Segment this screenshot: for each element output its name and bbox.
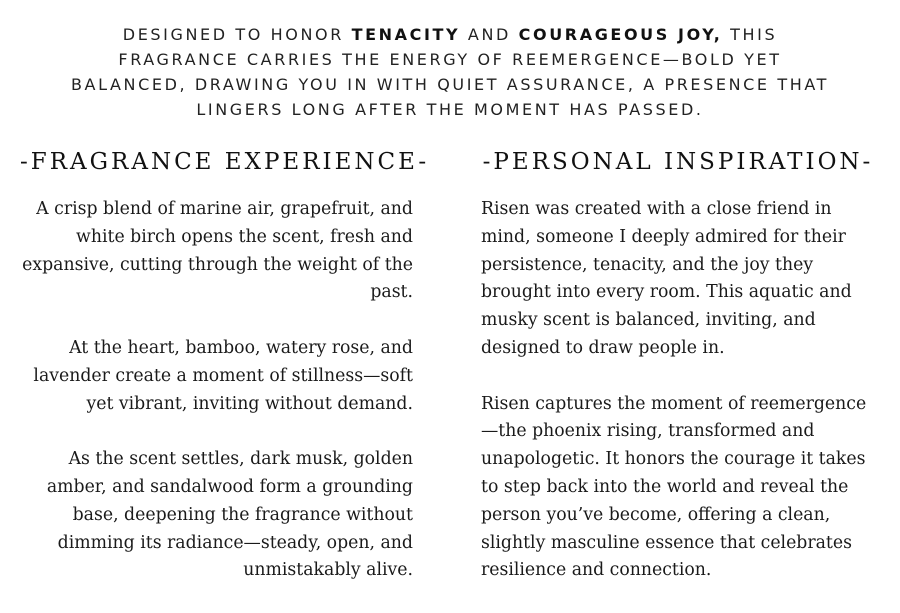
intro-emphasis-courageous-joy: COURAGEOUS JOY,	[518, 25, 723, 44]
fragrance-top-notes-paragraph: A crisp blend of marine air, grapefruit, and white birch opens the scent, fresh and expansive, cutting through the weight of the past.	[22, 199, 413, 303]
intro-text	[60, 22, 840, 122]
fragrance-experience-heading: -FRAGRANCE EXPERIENCE-	[20, 149, 430, 175]
inspiration-paragraph-1: Risen was created with a close friend in mind, someone I deeply admired for their persistence, tenacity, and the joy they brought into every room. This aquatic and musky scent is balanced, inviting, and designed to draw people in.	[481, 199, 852, 358]
personal-inspiration-heading: -PERSONAL INSPIRATION-	[482, 149, 874, 175]
intro-part-2: AND	[460, 25, 519, 44]
inspiration-paragraph-2: Risen captures the moment of reemergence—the phoenix rising, transformed and unapologetic. It honors the courage it takes to step back into the world and reveal the person you’ve become, offering a clean, slightly masculine essence that celebrates resilience and connection.	[481, 393, 867, 581]
fragrance-heart-notes-paragraph: At the heart, bamboo, watery rose, and lavender create a moment of stillness—soft yet vibrant, inviting without demand.	[33, 337, 413, 414]
intro-emphasis-tenacity: TENACITY	[351, 25, 461, 44]
intro-part-3: THIS FRAGRANCE CARRIES THE ENERGY OF REEMERGENCE—BOLD YET BALANCED, DRAWING YOU IN WITH QUIET ASSURANCE, A PRESENCE THAT LINGERS LONG AFTER THE MOMENT HAS PASSED.	[70, 25, 830, 119]
intro-part-1: DESIGNED TO HONOR	[122, 25, 352, 44]
fragrance-base-notes-paragraph: As the scent settles, dark musk, golden amber, and sandalwood form a grounding base, deepening the fragrance without dimming its radiance—steady, open, and unmistakably alive.	[46, 449, 413, 581]
personal-inspiration-column	[481, 196, 879, 613]
fragrance-experience-column	[20, 196, 413, 613]
